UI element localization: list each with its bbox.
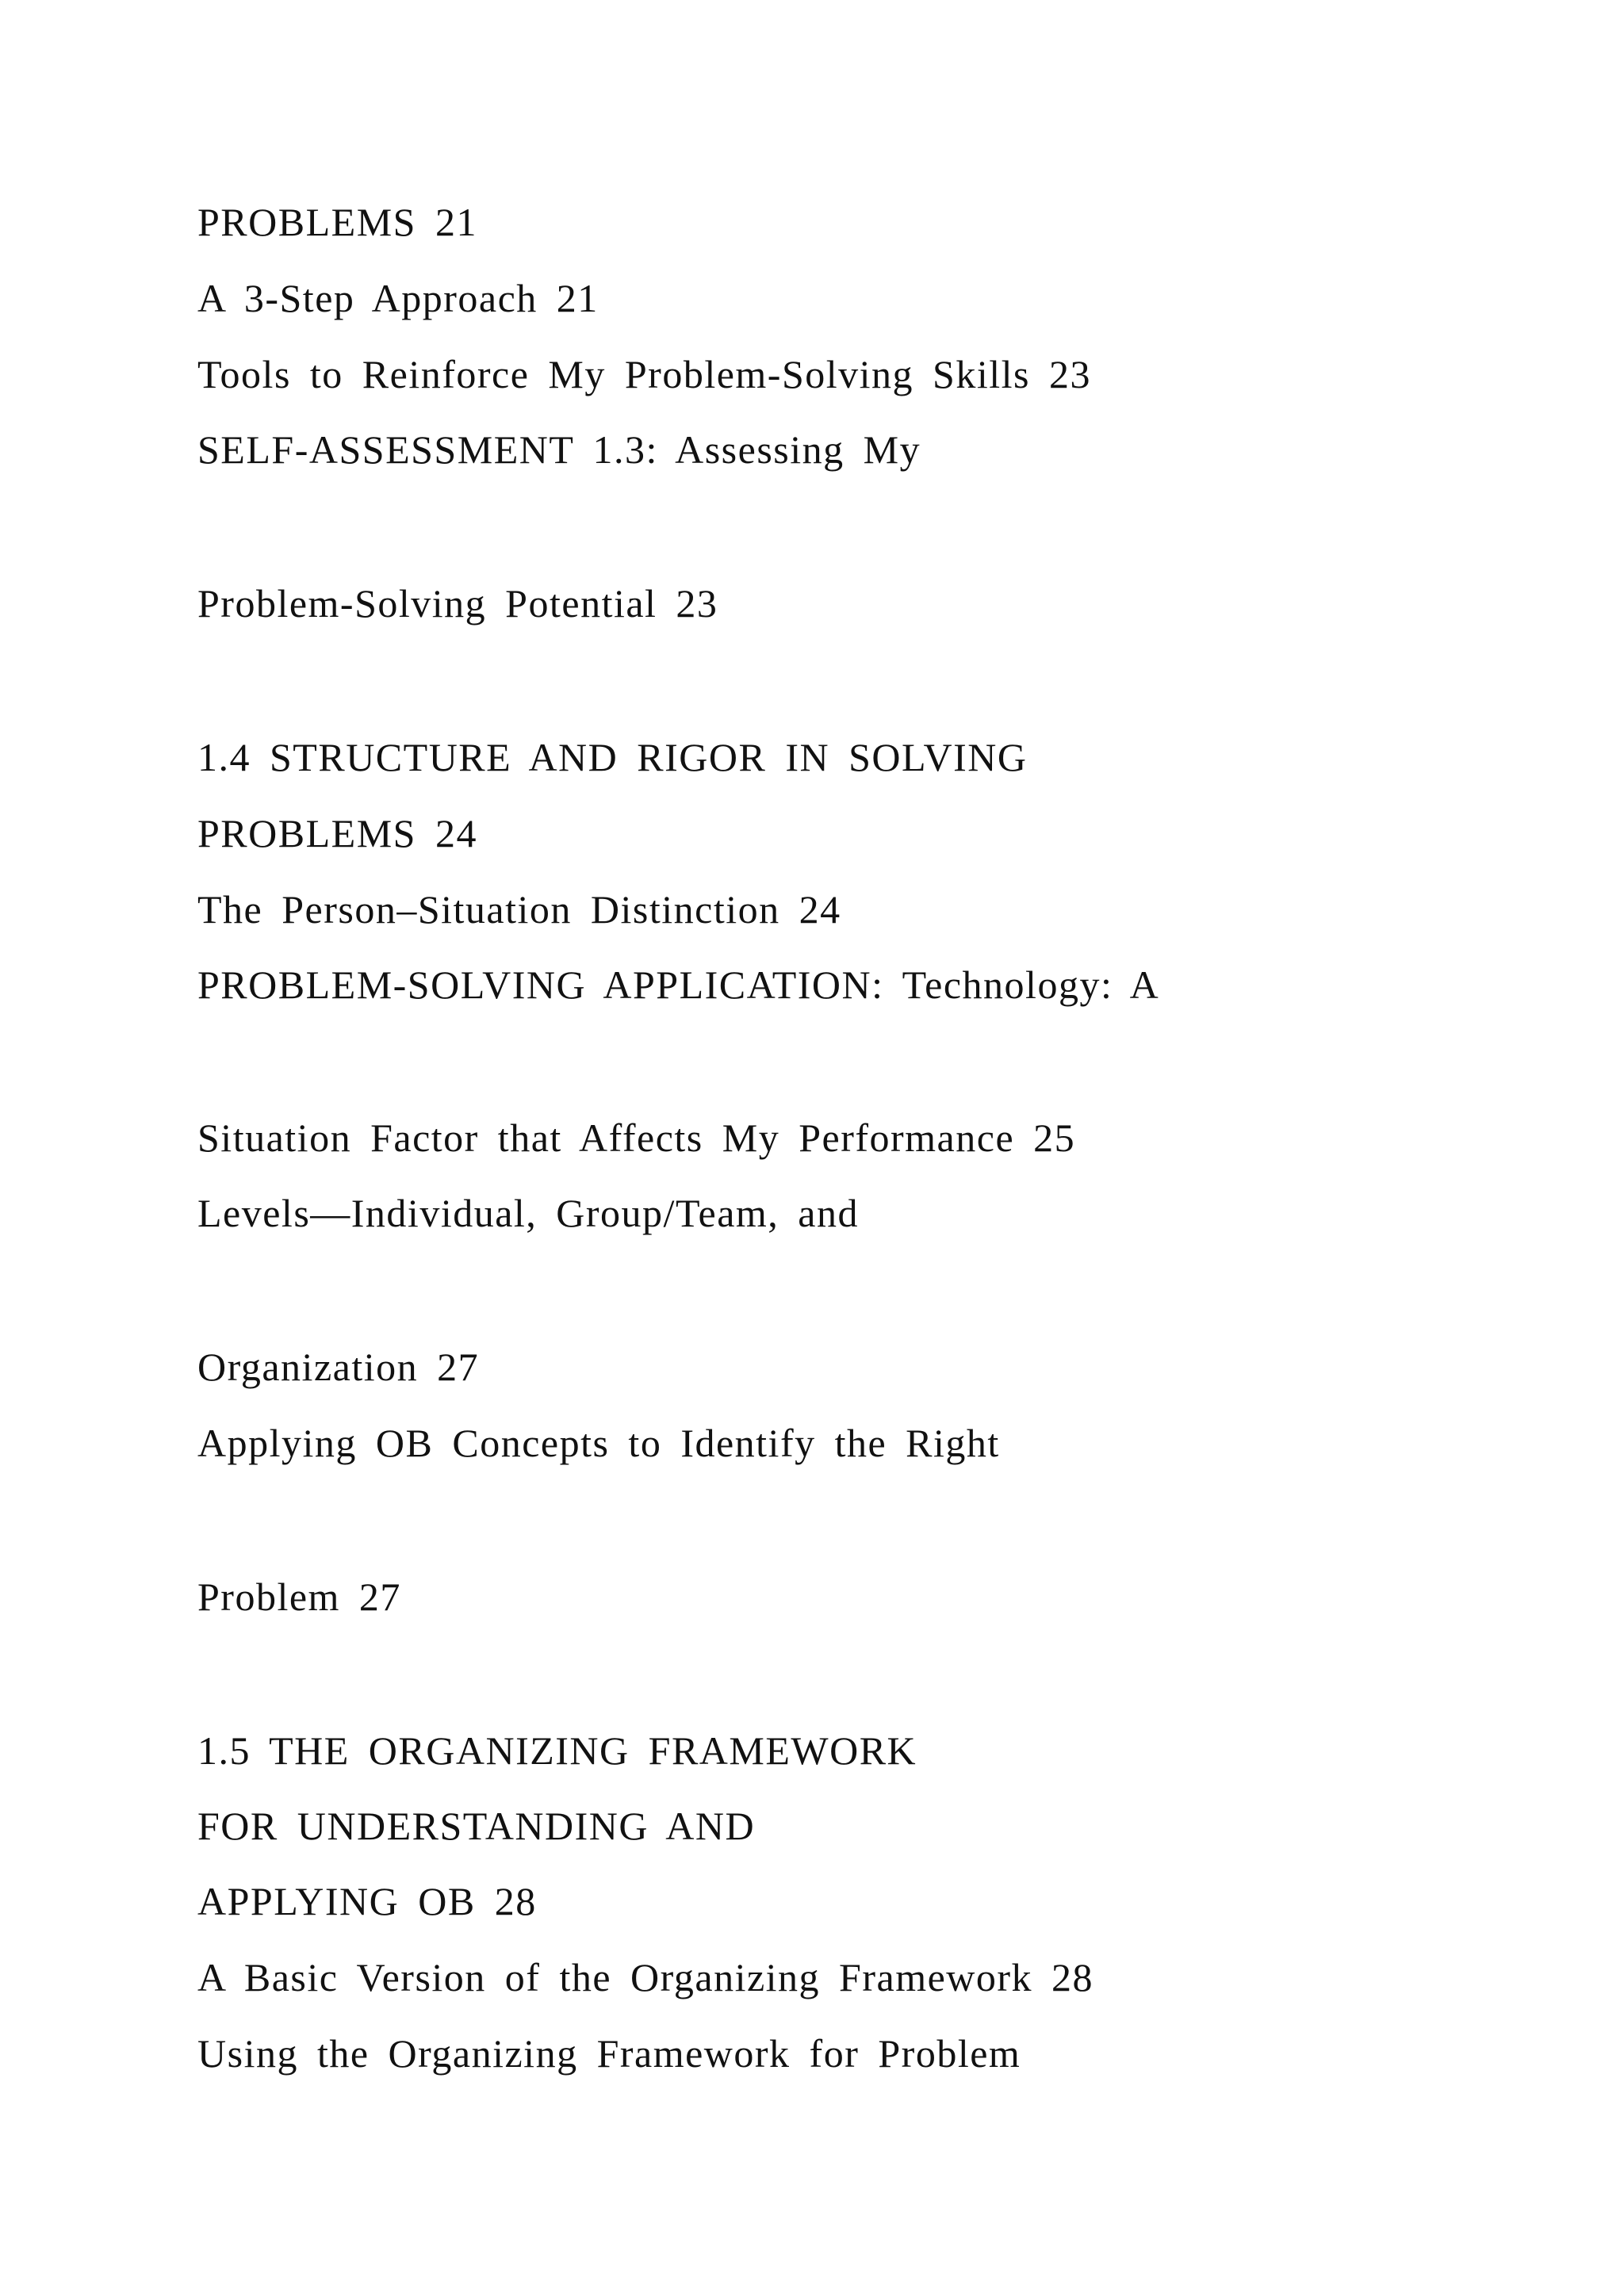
toc-line: FOR UNDERSTANDING AND (197, 1804, 756, 1848)
toc-line: Situation Factor that Affects My Performance 25 (197, 1115, 1076, 1160)
toc-line: PROBLEM-SOLVING APPLICATION: Technology: A (197, 962, 1160, 1007)
toc-line: Organization 27 (197, 1345, 480, 1389)
toc-line: Applying OB Concepts to Identify the Right (197, 1421, 1000, 1465)
toc-line: 1.4 STRUCTURE AND RIGOR IN SOLVING (197, 735, 1028, 779)
toc-line: Problem 27 (197, 1575, 401, 1619)
toc-line: Levels—Individual, Group/Team, and (197, 1191, 859, 1235)
toc-line: The Person–Situation Distinction 24 (197, 887, 841, 932)
toc-line: PROBLEMS 21 (197, 200, 477, 244)
toc-line: SELF-ASSESSMENT 1.3: Assessing My (197, 427, 921, 472)
toc-line: A 3-Step Approach 21 (197, 276, 599, 320)
toc-line: 1.5 THE ORGANIZING FRAMEWORK (197, 1728, 917, 1773)
toc-line: Using the Organizing Framework for Problem (197, 2031, 1021, 2076)
toc-line: Tools to Reinforce My Problem-Solving Skills 23 (197, 352, 1091, 396)
toc-line: APPLYING OB 28 (197, 1879, 537, 1923)
toc-line: Problem-Solving Potential 23 (197, 581, 718, 626)
toc-line: PROBLEMS 24 (197, 811, 477, 855)
toc-line: A Basic Version of the Organizing Framework 28 (197, 1955, 1094, 1999)
